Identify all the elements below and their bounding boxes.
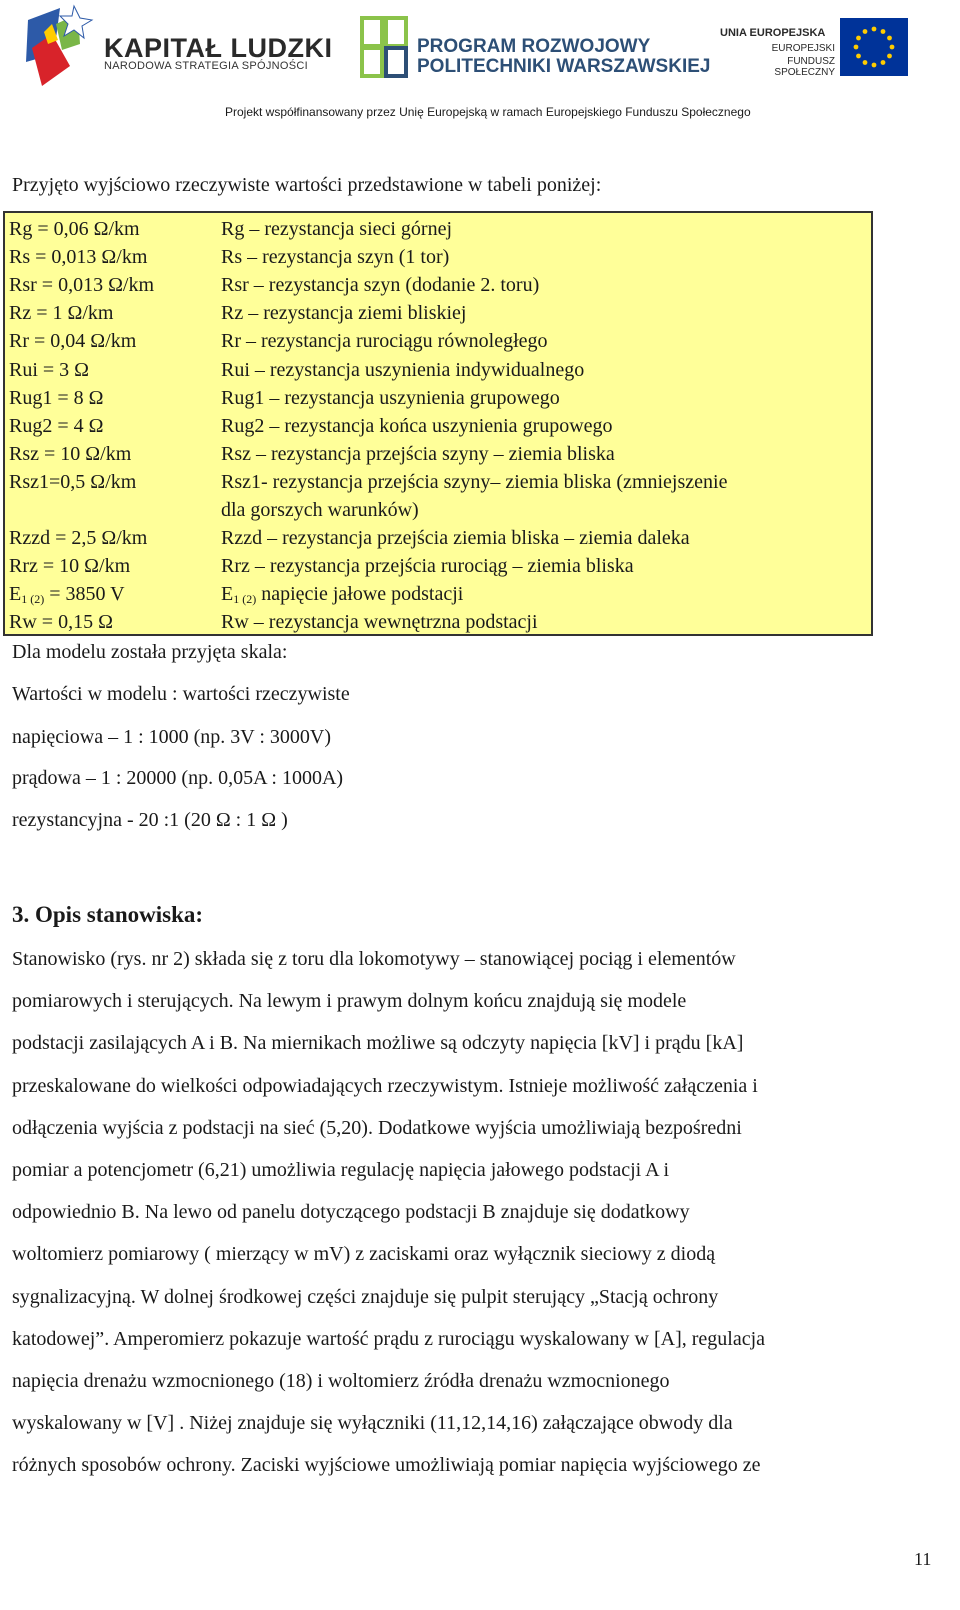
program-rozwojowy-logo: [360, 14, 412, 80]
scale-line: napięciowa – 1 : 1000 (np. 3V : 3000V): [12, 726, 332, 748]
param-value: Rrz = 10 Ω/km: [9, 555, 131, 578]
page-number: 11: [914, 1549, 932, 1569]
param-description: Rz – rezystancja ziemi bliskiej: [221, 302, 467, 325]
param-value: Rui = 3 Ω: [9, 358, 90, 381]
param-description: Rug1 – rezystancja uszynienia grupowego: [221, 386, 560, 409]
param-description: Rrz – rezystancja przejścia rurociąg – ziemia bliska: [221, 555, 634, 578]
param-value: Rg = 0,06 Ω/km: [9, 218, 140, 240]
kapital-ludzki-subtitle: NARODOWA STRATEGIA SPÓJNOŚCI: [104, 60, 308, 72]
scale-line: Wartości w modelu : wartości rzeczywiste: [12, 683, 350, 705]
param-value: Rzzd = 2,5 Ω/km: [9, 527, 148, 550]
scale-line: prądowa – 1 : 20000 (np. 0,05A : 1000A): [12, 767, 344, 789]
project-cofinancing-note: Projekt współfinansowany przez Unię Europejską w ramach Europejskiego Funduszu Społecznego: [225, 105, 751, 119]
param-value: Rw = 0,15 Ω: [9, 611, 113, 634]
body-line: sygnalizacyjną. W dolnej środkowej części znajduje się pulpit sterujący „Stacją ochrony: [12, 1285, 719, 1308]
param-value: Rsr = 0,013 Ω/km: [9, 274, 155, 297]
body-line: Stanowisko (rys. nr 2) składa się z toru dla lokomotywy – stanowiącej pociąg i elementów: [12, 948, 736, 970]
param-description: Rg – rezystancja sieci górnej: [221, 218, 453, 240]
unia-europejska-title: UNIA EUROPEJSKA: [720, 27, 826, 39]
body-line: katodowej”. Amperomierz pokazuje wartość prądu z rurociągu wyskalowany w [A], regulacja: [12, 1327, 766, 1350]
body-line: pomiar a potencjometr (6,21) umożliwia regulację napięcia jałowego podstacji A i: [12, 1159, 670, 1181]
kapital-ludzki-emblem-icon: [22, 4, 102, 90]
scale-title: Dla modelu została przyjęta skala:: [12, 641, 288, 663]
param-description: Rzzd – rezystancja przejścia ziemia bliska – ziemia daleka: [221, 527, 690, 550]
param-value: Rsz = 10 Ω/km: [9, 442, 132, 465]
param-description: Rsr – rezystancja szyn (dodanie 2. toru): [221, 274, 540, 297]
program-rozwojowy-line2: POLITECHNIKI WARSZAWSKIEJ: [417, 56, 711, 77]
intro-text: Przyjęto wyjściowo rzeczywiste wartości przedstawione w tabeli poniżej:: [12, 174, 602, 196]
eu-flag: [840, 18, 908, 76]
body-line: pomiarowych i sterujących. Na lewym i prawym dolnym końcu znajdują się modele: [12, 990, 687, 1013]
unia-europejska-sub1: EUROPEJSKI: [771, 43, 835, 54]
param-description: $E_{1 (2)}$ napięcie jałowe podstacji: [221, 583, 464, 607]
unia-europejska-sub2: FUNDUSZ SPOŁECZNY: [774, 56, 835, 78]
param-value: Rsz1=0,5 Ω/km: [9, 470, 137, 493]
param-value: Rz = 1 Ω/km: [9, 302, 114, 325]
param-value: Rr = 0,04 Ω/km: [9, 330, 137, 353]
kapital-ludzki-logo: [22, 4, 102, 90]
kapital-ludzki-title: KAPITAŁ LUDZKI: [104, 33, 333, 63]
param-value: Rs = 0,013 Ω/km: [9, 246, 148, 269]
section-heading: 3. Opis stanowiska:: [12, 902, 204, 927]
param-description: Rug2 – rezystancja końca uszynienia grupowego: [221, 414, 613, 437]
body-line: napięcia drenażu wzmocnionego (18) i woltomierz źródła drenażu wzmocnionego: [12, 1370, 670, 1392]
body-line: podstacji zasilających A i B. Na miernikach możliwe są odczyty napięcia [kV] i prądu [kA]: [12, 1032, 744, 1055]
param-value: Rug1 = 8 Ω: [9, 386, 104, 409]
body-line: przeskalowane do wielkości odpowiadających rzeczywistym. Istnieje możliwość załączenia i: [12, 1074, 758, 1097]
eu-stars-icon: [840, 18, 908, 76]
param-description: Rs – rezystancja szyn (1 tor): [221, 246, 450, 269]
scale-line: rezystancyjna - 20 :1 (20 Ω : 1 Ω ): [12, 809, 288, 831]
body-line: odpowiednio B. Na lewo od panelu dotyczącego podstacji B znajduje się dodatkowy: [12, 1201, 690, 1224]
body-line: różnych sposobów ochrony. Zaciski wyjściowe umożliwiają pomiar napięcia wyjściowego ze: [12, 1454, 761, 1477]
param-value: Rug2 = 4 Ω: [9, 414, 104, 437]
param-value: $E_{1 (2)} = 3850$ V: [9, 583, 125, 607]
body-line: wyskalowany w [V] . Niżej znajduje się wyłączniki (11,12,14,16) załączające obwody dla: [12, 1412, 733, 1435]
param-description-continued: dla gorszych warunków): [221, 499, 419, 521]
program-rozwojowy-emblem-icon: [360, 14, 412, 80]
param-description: Rui – rezystancja uszynienia indywidualnego: [221, 358, 585, 381]
param-description: Rsz1- rezystancja przejścia szyny– ziemia bliska (zmniejszenie: [221, 470, 728, 493]
param-description: Rw – rezystancja wewnętrzna podstacji: [221, 611, 538, 634]
body-line: odłączenia wyjścia z podstacji na sieć (5,20). Dodatkowe wyjścia umożliwiają bezpośredni: [12, 1116, 742, 1139]
param-description: Rr – rezystancja rurociągu równoległego: [221, 330, 548, 353]
body-line: woltomierz pomiarowy ( mierzący w mV) z zaciskami oraz wyłącznik sieciowy z diodą: [12, 1243, 716, 1266]
param-description: Rsz – rezystancja przejścia szyny – ziemia bliska: [221, 442, 615, 465]
program-rozwojowy-line1: PROGRAM ROZWOJOWY: [417, 36, 651, 57]
